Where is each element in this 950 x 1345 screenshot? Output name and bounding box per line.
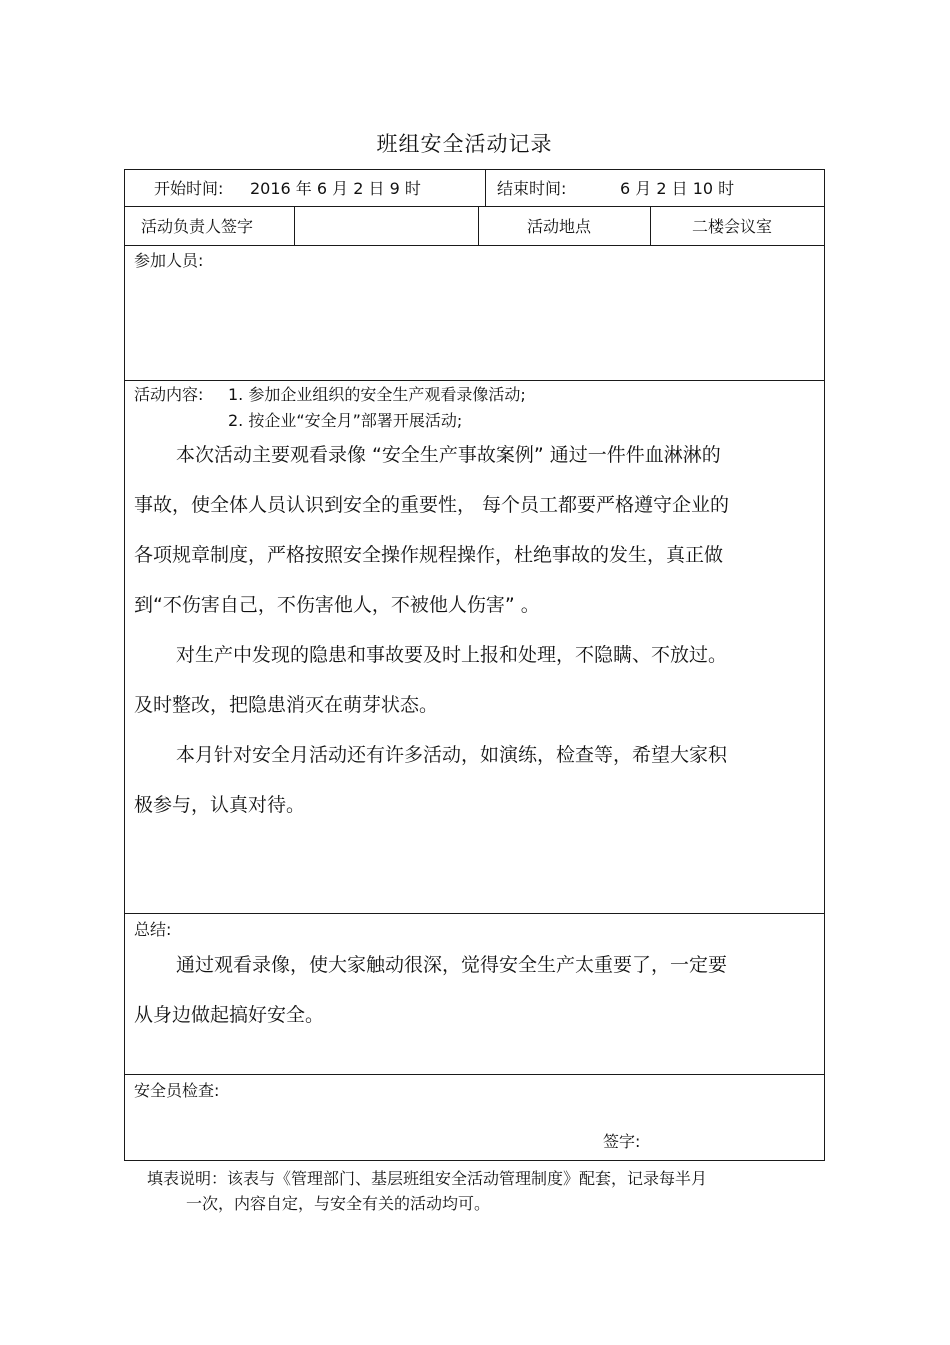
start-time-label: 开始时间:: [154, 179, 224, 198]
location-value: 二楼会议室: [692, 217, 773, 236]
content-paragraph-line: 及时整改，把隐患消灭在萌芽状态。: [134, 694, 439, 716]
content-paragraph-line: 对生产中发现的隐患和事故要及时上报和处理，不隐瞒、不放过。: [176, 644, 728, 666]
content-paragraph-line: 到“不伤害自己，不伤害他人，不被他人伤害” 。: [134, 594, 540, 616]
content-label: 活动内容:: [134, 385, 204, 404]
footnote-line-1: 填表说明：该表与《管理部门、基层班组安全活动管理制度》配套，记录每半月: [147, 1169, 708, 1188]
end-time-label: 结束时间:: [497, 179, 567, 198]
footnote-line-2: 一次，内容自定，与安全有关的活动均可。: [186, 1194, 491, 1213]
content-paragraph-line: 事故，使全体人员认识到安全的重要性， 每个员工都要严格遵守企业的: [134, 494, 730, 516]
summary-line: 从身边做起搞好安全。: [134, 1004, 325, 1026]
location-label: 活动地点: [527, 217, 592, 236]
summary-label: 总结:: [134, 920, 172, 939]
leader-signature-label: 活动负责人签字: [141, 217, 254, 236]
start-time-value: 2016 年 6 月 2 日 9 时: [250, 179, 421, 198]
signature-label: 签字:: [603, 1132, 641, 1151]
content-item-2: 2. 按企业“安全月”部署开展活动;: [228, 411, 463, 430]
end-time-value: 6 月 2 日 10 时: [620, 179, 735, 198]
content-paragraph-line: 各项规章制度，严格按照安全操作规程操作，杜绝事故的发生，真正做: [134, 544, 724, 566]
safety-check-label: 安全员检查:: [134, 1081, 220, 1100]
content-paragraph-line: 极参与，认真对待。: [134, 794, 306, 816]
page-title: 班组安全活动记录: [376, 132, 553, 156]
content-paragraph-line: 本月针对安全月活动还有许多活动，如演练，检查等，希望大家积: [176, 744, 728, 766]
summary-line: 通过观看录像，使大家触动很深，觉得安全生产太重要了，一定要: [176, 954, 728, 976]
participants-label: 参加人员:: [134, 251, 204, 270]
content-item-1: 1. 参加企业组织的安全生产观看录像活动;: [228, 385, 526, 404]
content-paragraph-line: 本次活动主要观看录像 “安全生产事故案例” 通过一件件血淋淋的: [176, 444, 721, 466]
